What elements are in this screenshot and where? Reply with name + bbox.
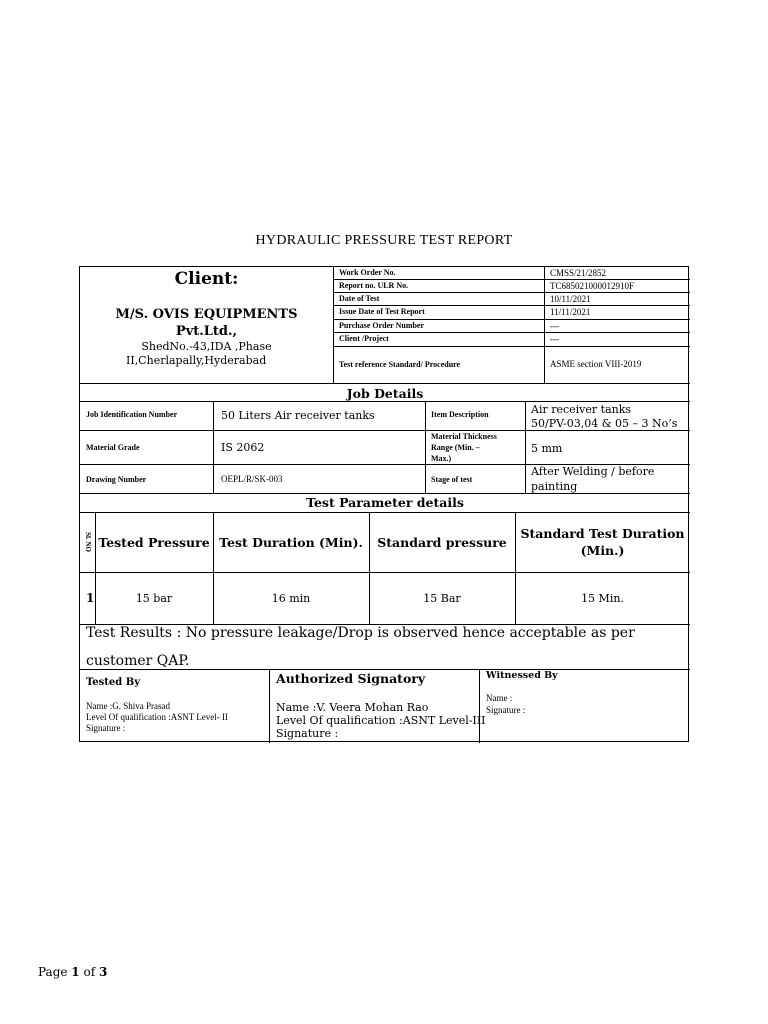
- stage-value-line1: After Welding / before: [531, 465, 655, 478]
- divider: [80, 512, 690, 513]
- info-label: Report no. ULR No.: [339, 281, 409, 290]
- page-indicator: [38, 965, 107, 979]
- info-label: Work Order No.: [339, 268, 396, 277]
- material-grade-label: Material Grade: [86, 443, 140, 452]
- info-value: TC685021000012910F: [550, 281, 635, 291]
- client-address-line1: ShedNo.-43,IDA ,Phase: [141, 340, 272, 353]
- stage-label: Stage of test: [431, 475, 473, 484]
- divider: [269, 669, 270, 743]
- info-value: ---: [550, 321, 559, 331]
- witnessed-by-heading: Witnessed By: [486, 670, 558, 681]
- thickness-label-line2: Range (Min. –: [431, 443, 480, 452]
- page-word: Page: [38, 965, 72, 979]
- col-pressure-header: Tested Pressure: [98, 535, 210, 550]
- auth-level: Level Of qualification :ASNT Level-III: [276, 714, 486, 727]
- divider: [333, 292, 690, 293]
- info-value: ASME section VIII-2019: [550, 359, 642, 369]
- divider: [544, 267, 545, 383]
- info-label: Test reference Standard/ Procedure: [339, 360, 461, 369]
- authorized-signatory-heading: Authorized Signatory: [276, 671, 426, 686]
- material-grade-value: IS 2062: [221, 441, 265, 454]
- test-results-line1: Test Results : No pressure leakage/Drop is observed hence acceptable as per: [86, 625, 635, 641]
- row-pressure: 15 bar: [135, 592, 173, 605]
- row-std-duration: 15 Min.: [581, 592, 624, 605]
- tested-name: Name :G. Shiva Prasad: [86, 701, 170, 711]
- divider: [479, 669, 480, 743]
- auth-name: Name :V. Veera Mohan Rao: [276, 701, 429, 714]
- col-sl-header: Sl. NO: [84, 532, 92, 552]
- row-duration: 16 min: [271, 592, 311, 605]
- report-title: HYDRAULIC PRESSURE TEST REPORT: [255, 233, 513, 248]
- col-std-duration-header-line1: Standard Test Duration: [520, 526, 685, 541]
- test-results-line2: customer QAP.: [86, 653, 190, 669]
- item-desc-value-line2: 50/PV-03,04 & 05 – 3 No’s: [531, 417, 678, 430]
- info-label: Issue Date of Test Report: [339, 307, 425, 316]
- divider: [80, 669, 690, 670]
- page-total: 3: [98, 965, 108, 979]
- info-value: 11/11/2021: [550, 307, 591, 317]
- page-number: 1: [71, 965, 80, 979]
- item-desc-value-line1: Air receiver tanks: [531, 403, 632, 416]
- thickness-label-line1: Material Thickness: [431, 432, 497, 441]
- divider: [80, 493, 690, 494]
- divider: [425, 401, 426, 493]
- client-heading: Client:: [174, 269, 239, 289]
- tested-by-heading: Tested By: [86, 677, 141, 688]
- witness-name: Name :: [486, 693, 513, 703]
- item-desc-label: Item Description: [431, 410, 489, 419]
- report-table: [79, 266, 689, 742]
- divider: [213, 401, 214, 493]
- col-std-pressure-header: Standard pressure: [377, 535, 507, 550]
- divider: [80, 430, 690, 431]
- row-std-pressure: 15 Bar: [423, 592, 461, 605]
- divider: [213, 512, 214, 624]
- divider: [95, 512, 96, 624]
- info-value: CMSS/21/2852: [550, 268, 607, 278]
- divider: [333, 332, 690, 333]
- divider: [80, 401, 690, 402]
- drawing-value: OEPL/R/SK-003: [221, 474, 283, 484]
- tested-level: Level Of qualification :ASNT Level- II: [86, 712, 229, 722]
- col-std-duration-header-line2: (Min.): [580, 543, 625, 558]
- info-label: Date of Test: [339, 294, 380, 303]
- divider: [80, 383, 690, 384]
- info-value: ---: [550, 334, 559, 344]
- client-address-line2: II,Cherlapally,Hyderabad: [126, 354, 267, 367]
- job-details-heading: Job Details: [346, 386, 424, 401]
- info-value: 10/11/2021: [550, 294, 591, 304]
- divider: [333, 279, 690, 280]
- of-word: of: [79, 965, 99, 979]
- info-label: Client /Project: [339, 334, 389, 343]
- divider: [525, 401, 526, 493]
- divider: [333, 305, 690, 306]
- auth-signature: Signature :: [276, 727, 339, 740]
- info-label: Purchase Order Number: [339, 321, 425, 330]
- client-name-line1: M/S. OVIS EQUIPMENTS: [115, 307, 298, 322]
- witness-signature: Signature :: [486, 705, 526, 715]
- divider: [369, 512, 370, 624]
- job-id-label: Job Identification Number: [86, 410, 178, 419]
- job-id-value: 50 Liters Air receiver tanks: [221, 409, 375, 422]
- col-duration-header: Test Duration (Min).: [219, 535, 363, 550]
- thickness-value: 5 mm: [531, 442, 563, 455]
- divider: [333, 319, 690, 320]
- divider: [333, 267, 334, 383]
- stage-value-line2: painting: [531, 480, 578, 493]
- test-parameter-heading: Test Parameter details: [306, 495, 464, 510]
- divider: [333, 346, 690, 347]
- client-name-line2: Pvt.Ltd.,: [175, 324, 238, 339]
- drawing-label: Drawing Number: [86, 475, 147, 484]
- tested-signature: Signature :: [86, 723, 126, 733]
- thickness-label-line3: Max.): [431, 454, 452, 463]
- divider: [80, 572, 690, 573]
- row-sl: 1: [86, 591, 95, 605]
